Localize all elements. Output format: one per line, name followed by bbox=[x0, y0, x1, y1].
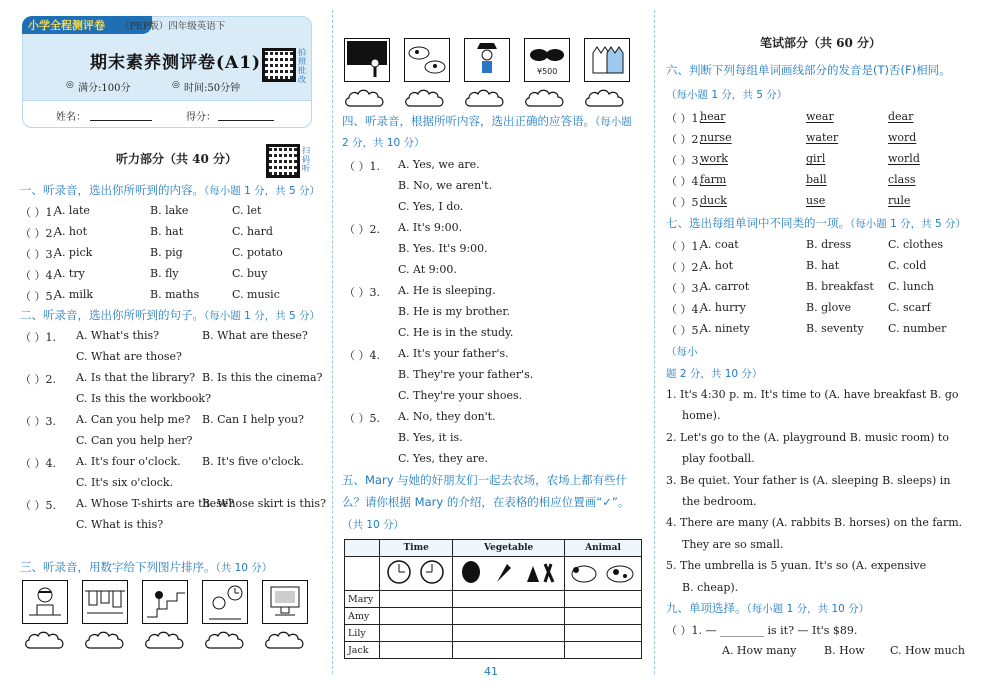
farm-table-answer-cell[interactable] bbox=[565, 608, 642, 625]
farm-table-answer-cell[interactable] bbox=[565, 591, 642, 608]
score-label: 得分： bbox=[186, 112, 216, 123]
farm-table-answer-cell[interactable] bbox=[380, 591, 453, 608]
section-8-line: play football. bbox=[682, 452, 755, 466]
option-a[interactable]: A. hot bbox=[54, 225, 88, 238]
section-4-title: 四、听录音，根据所听内容，选出正确的应答语。（每小题 bbox=[342, 114, 632, 128]
section-8-line: B. cheap). bbox=[682, 580, 739, 594]
option-b[interactable]: use bbox=[806, 194, 826, 207]
option-b[interactable]: B. Yes. It's 9:00. bbox=[398, 242, 488, 255]
option-b[interactable]: ball bbox=[806, 173, 827, 186]
edition-label: （PEP版）四年级英语下 bbox=[120, 21, 226, 32]
option-b[interactable]: B. Whose skirt is this? bbox=[202, 497, 326, 510]
farm-table-answer-cell[interactable] bbox=[453, 591, 565, 608]
option-a[interactable]: farm bbox=[700, 173, 727, 186]
option-a[interactable]: A. He is sleeping. bbox=[398, 284, 496, 297]
series-label: 小学全程测评卷 bbox=[28, 19, 105, 32]
option-b[interactable]: B. Is this the cinema? bbox=[202, 371, 323, 384]
section-5-title-line-1: 五、Mary 与她的好朋友们一起去农场，农场上都有些什 bbox=[342, 473, 628, 487]
item-number[interactable]: （ ）1. bbox=[344, 160, 380, 173]
section-8-line: home). bbox=[682, 409, 721, 423]
option-a[interactable]: A. carrot bbox=[700, 280, 750, 293]
option-c[interactable]: C. let bbox=[232, 204, 262, 217]
option-c[interactable]: C. hard bbox=[232, 225, 273, 238]
option-c[interactable]: word bbox=[888, 131, 917, 144]
option-b[interactable]: B. pig bbox=[150, 246, 183, 259]
option-a[interactable]: A. It's 9:00. bbox=[398, 221, 463, 234]
farm-table-answer-cell[interactable] bbox=[453, 608, 565, 625]
section-9-option-b[interactable]: B. How bbox=[824, 644, 865, 657]
table-header-vegetable: Vegetable bbox=[453, 540, 565, 557]
option-b[interactable]: water bbox=[806, 131, 839, 144]
full-score-icon: ◎ bbox=[66, 80, 74, 90]
item-number[interactable]: （ ）5. bbox=[666, 324, 702, 337]
listening-heading: 听力部分（共 40 分） bbox=[116, 152, 238, 166]
option-c[interactable]: dear bbox=[888, 110, 914, 123]
option-c[interactable]: C. clothes bbox=[888, 238, 943, 251]
farm-table-rows bbox=[345, 591, 642, 659]
item-number[interactable]: （ ）3. bbox=[344, 286, 380, 299]
picture-teacher-blackboard bbox=[344, 38, 390, 82]
option-a[interactable]: work bbox=[700, 152, 728, 165]
option-c[interactable]: C. What is this? bbox=[76, 518, 164, 531]
section-6-title: 六、判断下列每组单词画线部分的发音是(T)否(F)相同。 bbox=[666, 63, 951, 77]
option-c[interactable]: C. Yes, I do. bbox=[398, 200, 464, 213]
picture-computer bbox=[262, 580, 308, 624]
answer-cloud-icon[interactable] bbox=[402, 88, 452, 110]
section-1-title: 一、听录音，选出你所听到的内容。（每小题 1 分，共 5 分） bbox=[20, 183, 320, 197]
section-8-points: 题 2 分，共 10 分） bbox=[666, 368, 763, 380]
option-a[interactable]: A. Yes, we are. bbox=[398, 158, 480, 171]
item-number[interactable]: （ ）4. bbox=[666, 303, 702, 316]
option-a[interactable]: A. ninety bbox=[700, 322, 750, 335]
item-number[interactable]: （ ）3. bbox=[666, 154, 702, 167]
farm-table-answer-cell[interactable] bbox=[453, 642, 565, 659]
item-number[interactable]: （ ）1. bbox=[20, 206, 56, 219]
section-2-title: 二、听录音，选出你所听到的句子。（每小题 1 分，共 5 分） bbox=[20, 308, 320, 322]
option-a[interactable]: A. milk bbox=[54, 288, 94, 301]
item-number[interactable]: （ ）3. bbox=[20, 248, 56, 261]
option-c[interactable]: C. number bbox=[888, 322, 947, 335]
answer-cloud-icon[interactable] bbox=[262, 630, 312, 652]
section-8-title: （每小 bbox=[666, 346, 698, 358]
item-number[interactable]: （ ）2. bbox=[666, 133, 702, 146]
option-c[interactable]: C. At 9:00. bbox=[398, 263, 457, 276]
option-b[interactable]: B. hat bbox=[806, 259, 840, 272]
left-column bbox=[0, 0, 330, 696]
price-tag: ¥500 bbox=[537, 67, 558, 76]
option-c[interactable]: C. It's six o'clock. bbox=[76, 476, 174, 489]
item-number[interactable]: （ ）3. bbox=[666, 282, 702, 295]
option-b[interactable]: B. hat bbox=[150, 225, 184, 238]
option-c[interactable]: C. What are those? bbox=[76, 350, 182, 363]
option-a[interactable]: duck bbox=[700, 194, 727, 207]
farm-table-answer-cell[interactable] bbox=[453, 625, 565, 642]
option-a[interactable]: A. pick bbox=[54, 246, 93, 259]
answer-cloud-icon[interactable] bbox=[82, 630, 132, 652]
farm-table-answer-cell[interactable] bbox=[565, 625, 642, 642]
option-c[interactable]: C. scarf bbox=[888, 301, 931, 314]
farm-table-row-name: Amy bbox=[345, 608, 380, 625]
option-b[interactable]: B. fly bbox=[150, 267, 179, 280]
section-9-option-c[interactable]: C. How much bbox=[890, 644, 965, 657]
option-a[interactable]: A. late bbox=[54, 204, 90, 217]
farm-table-row-name: Lily bbox=[345, 625, 380, 642]
option-c[interactable]: C. buy bbox=[232, 267, 268, 280]
picture-gloves bbox=[584, 38, 630, 82]
option-c[interactable]: class bbox=[888, 173, 916, 186]
section-8-line: 1. It's 4:30 p. m. It's time to (A. have breakfast B. go bbox=[666, 388, 959, 401]
farm-table-answer-cell[interactable] bbox=[380, 625, 453, 642]
option-a[interactable]: A. hot bbox=[700, 259, 734, 272]
answer-cloud-icon[interactable] bbox=[142, 630, 192, 652]
option-c[interactable]: C. music bbox=[232, 288, 280, 301]
section-8-line: 3. Be quiet. Your father is (A. sleeping B. sleeps) in bbox=[666, 473, 951, 487]
item-number[interactable]: （ ）4. bbox=[20, 457, 56, 470]
section-6-points: （每小题 1 分，共 5 分） bbox=[666, 89, 788, 101]
table-icon-row-label bbox=[345, 557, 380, 591]
option-b[interactable]: B. seventy bbox=[806, 322, 864, 335]
item-number[interactable]: （ ）5. bbox=[20, 499, 56, 512]
full-score: 满分:100分 bbox=[78, 83, 131, 94]
written-heading: 笔试部分（共 60 分） bbox=[760, 36, 882, 50]
test-title: 期末素养测评卷(A1) bbox=[90, 53, 262, 73]
qr-label: 拍照批改 bbox=[298, 48, 306, 84]
option-b[interactable]: B. breakfast bbox=[806, 280, 874, 293]
item-number[interactable]: （ ）5. bbox=[20, 290, 56, 303]
option-a[interactable]: A. Can you help me? bbox=[76, 413, 191, 426]
option-b[interactable]: B. lake bbox=[150, 204, 189, 217]
picture-boy-washing bbox=[22, 580, 68, 624]
option-a[interactable]: A. coat bbox=[700, 238, 739, 251]
farm-table-row bbox=[345, 642, 642, 659]
option-b[interactable]: B. No, we aren't. bbox=[398, 179, 493, 192]
listen-qr-label: 扫码听 bbox=[302, 146, 310, 173]
option-c[interactable]: C. potato bbox=[232, 246, 283, 259]
answer-cloud-icon[interactable] bbox=[462, 88, 512, 110]
middle-column bbox=[334, 0, 650, 696]
farm-table-row bbox=[345, 591, 642, 608]
option-c[interactable]: rule bbox=[888, 194, 911, 207]
option-b[interactable]: B. What are these? bbox=[202, 329, 308, 342]
section-8-line: 4. There are many (A. rabbits B. horses) on the farm. bbox=[666, 516, 963, 530]
qr-code-icon[interactable] bbox=[262, 48, 296, 82]
name-label: 姓名： bbox=[56, 112, 86, 123]
score-field[interactable] bbox=[218, 120, 274, 121]
item-number[interactable]: （ ）5. bbox=[666, 196, 702, 209]
option-c[interactable]: C. lunch bbox=[888, 280, 934, 293]
farm-table-answer-cell[interactable] bbox=[380, 608, 453, 625]
option-c[interactable]: C. Yes, they are. bbox=[398, 452, 489, 465]
picture-clothes-line bbox=[82, 580, 128, 624]
option-c[interactable]: C. He is in the study. bbox=[398, 326, 514, 339]
option-b[interactable]: B. glove bbox=[806, 301, 851, 314]
option-b[interactable]: B. He is my brother. bbox=[398, 305, 510, 318]
section-9-question-1: （ ）1. — ________ is it? — It's $89. bbox=[666, 624, 858, 637]
item-number[interactable]: （ ）1. bbox=[666, 240, 702, 253]
answer-cloud-icon[interactable] bbox=[522, 88, 572, 110]
name-field[interactable] bbox=[90, 120, 152, 121]
item-number[interactable]: （ ）2. bbox=[344, 223, 380, 236]
option-c[interactable]: C. cold bbox=[888, 259, 927, 272]
option-b[interactable]: B. dress bbox=[806, 238, 852, 251]
item-number[interactable]: （ ）2. bbox=[20, 373, 56, 386]
option-b[interactable]: B. It's five o'clock. bbox=[202, 455, 304, 468]
picture-girl-stairs bbox=[142, 580, 188, 624]
answer-cloud-icon[interactable] bbox=[22, 630, 72, 652]
option-b[interactable]: B. They're your father's. bbox=[398, 368, 534, 381]
item-number[interactable]: （ ）4. bbox=[344, 349, 380, 362]
picture-cows bbox=[404, 38, 450, 82]
option-a[interactable]: A. It's your father's. bbox=[398, 347, 509, 360]
answer-cloud-icon[interactable] bbox=[202, 630, 252, 652]
section-5-points: （共 10 分） bbox=[342, 519, 405, 531]
option-a[interactable]: A. Whose T-shirts are these? bbox=[76, 497, 235, 510]
section-8-line: the bedroom. bbox=[682, 495, 757, 508]
option-b[interactable]: B. Yes, it is. bbox=[398, 431, 463, 444]
farm-table-row-name: Jack bbox=[345, 642, 380, 659]
option-a[interactable]: A. Is that the library? bbox=[76, 371, 196, 384]
column-divider-2 bbox=[654, 10, 655, 674]
item-number[interactable]: （ ）2. bbox=[20, 227, 56, 240]
farm-table-answer-cell[interactable] bbox=[565, 642, 642, 659]
section-4-points: 2 分，共 10 分） bbox=[342, 137, 425, 149]
table-vegetable-icons bbox=[453, 557, 565, 591]
table-corner bbox=[345, 540, 380, 557]
picture-sunglasses bbox=[524, 38, 570, 82]
item-number[interactable]: （ ）2. bbox=[666, 261, 702, 274]
option-a[interactable]: A. No, they don't. bbox=[398, 410, 496, 423]
table-header-animal: Animal bbox=[565, 540, 642, 557]
picture-boy-hat bbox=[464, 38, 510, 82]
section-8-line: They are so small. bbox=[682, 537, 784, 551]
option-c[interactable]: C. Is this the workbook? bbox=[76, 392, 211, 405]
item-number[interactable]: （ ）4. bbox=[666, 175, 702, 188]
item-number[interactable]: （ ）1. bbox=[666, 112, 702, 125]
right-column bbox=[656, 0, 1000, 696]
option-a[interactable]: A. It's four o'clock. bbox=[76, 455, 181, 468]
clock-icon: ◎ bbox=[172, 80, 180, 90]
section-5-title-line-2: 么？请你根据 Mary 的介绍，在表格的相应位置画“✓”。 bbox=[342, 495, 630, 509]
answer-cloud-icon[interactable] bbox=[342, 88, 392, 110]
section-3-title: 三、听录音，用数字给下列图片排序。（共 10 分） bbox=[20, 560, 273, 574]
answer-cloud-icon[interactable] bbox=[582, 88, 632, 110]
section-9-option-a[interactable]: A. How many bbox=[722, 644, 797, 657]
time-limit: 时间:50分钟 bbox=[184, 83, 241, 94]
section-7-title: 七、选出每组单词中不同类的一项。（每小题 1 分，共 5 分） bbox=[666, 216, 966, 230]
table-animal-icons bbox=[565, 557, 642, 591]
item-number[interactable]: （ ）4. bbox=[20, 269, 56, 282]
table-clock-icons bbox=[380, 557, 453, 591]
option-a[interactable]: nurse bbox=[700, 131, 732, 144]
farm-table-row bbox=[345, 608, 642, 625]
option-b[interactable]: B. Can I help you? bbox=[202, 413, 304, 426]
option-a[interactable]: hear bbox=[700, 110, 726, 123]
picture-boy-clock bbox=[202, 580, 248, 624]
item-number[interactable]: （ ）3. bbox=[20, 415, 56, 428]
option-b[interactable]: girl bbox=[806, 152, 826, 165]
column-divider-1 bbox=[332, 10, 333, 674]
farm-table bbox=[344, 539, 642, 659]
farm-table-answer-cell[interactable] bbox=[380, 642, 453, 659]
section-8-line: 2. Let's go to the (A. playground B. music room) to bbox=[666, 430, 949, 444]
table-header-time: Time bbox=[380, 540, 453, 557]
farm-table-row bbox=[345, 625, 642, 642]
page-number: 41 bbox=[484, 665, 498, 678]
option-b[interactable]: wear bbox=[806, 110, 834, 123]
listen-qr-code-icon[interactable] bbox=[266, 144, 300, 178]
section-9-title: 九、单项选择。（每小题 1 分，共 10 分） bbox=[666, 601, 870, 615]
option-c[interactable]: C. Can you help her? bbox=[76, 434, 193, 447]
option-c[interactable]: world bbox=[888, 152, 920, 165]
option-b[interactable]: B. maths bbox=[150, 288, 200, 301]
farm-table-row-name: Mary bbox=[345, 591, 380, 608]
item-number[interactable]: （ ）5. bbox=[344, 412, 380, 425]
option-c[interactable]: C. They're your shoes. bbox=[398, 389, 523, 402]
option-a[interactable]: A. What's this? bbox=[76, 329, 160, 342]
option-a[interactable]: A. hurry bbox=[700, 301, 746, 314]
item-number[interactable]: （ ）1. bbox=[20, 331, 56, 344]
option-a[interactable]: A. try bbox=[54, 267, 85, 280]
section-8-line: 5. The umbrella is 5 yuan. It's so (A. expensive bbox=[666, 559, 927, 573]
